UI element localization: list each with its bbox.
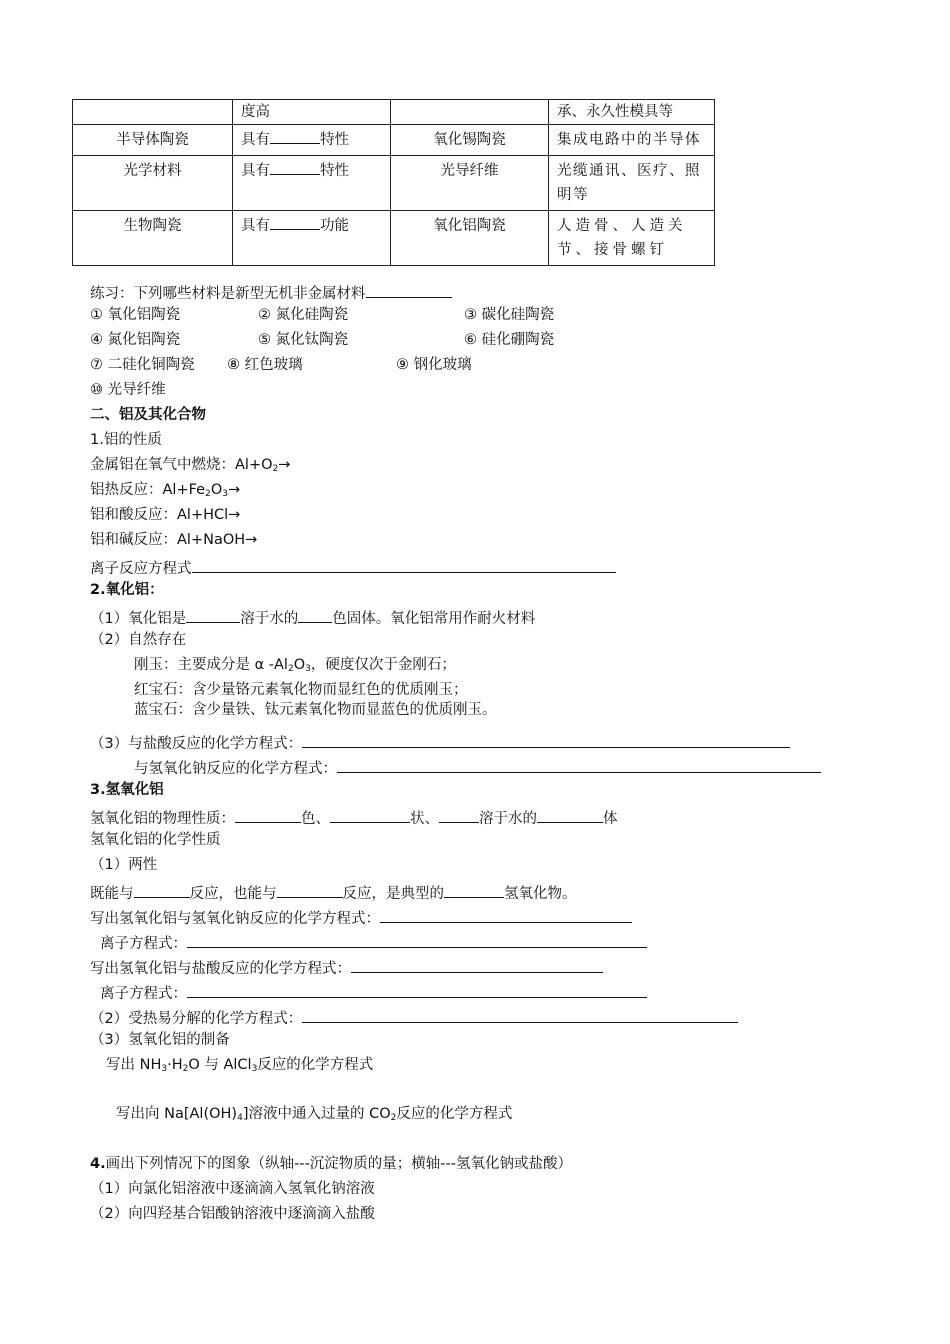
fill-blank[interactable] — [330, 808, 410, 823]
reaction-line: 铝和酸反应：Al+HCl→ — [90, 507, 241, 523]
equation-line: （2）受热易分解的化学方程式： — [90, 1008, 738, 1027]
example-cell: 氧化锡陶瓷 — [391, 125, 549, 156]
text-line: （1）氧化铝是 溶于水的 色固体。氧化铝常用作耐火材料 — [90, 608, 535, 627]
answer-blank[interactable] — [187, 933, 647, 948]
type-cell: 半导体陶瓷 — [73, 125, 233, 156]
text-line: （3）氢氧化铝的制备 — [90, 1032, 230, 1048]
equation-line: 离子方程式： — [100, 933, 647, 952]
section-heading: 3.氢氧化铝 — [90, 782, 164, 798]
option-item: ⑩ 光导纤维 — [90, 382, 166, 398]
answer-blank[interactable] — [302, 1008, 738, 1023]
equation-line: 与氢氧化钠反应的化学方程式： — [134, 758, 821, 777]
ionic-equation-line: 离子反应方程式 — [90, 558, 616, 577]
use-cell: 承、永久性模具等 — [549, 100, 715, 125]
fill-blank[interactable] — [537, 808, 603, 823]
fill-blank[interactable] — [270, 160, 320, 175]
answer-blank[interactable] — [192, 558, 616, 573]
equation-line: 写出氢氧化铝与氢氧化钠反应的化学方程式： — [90, 908, 632, 927]
text-line: 写出向 $Na[Al(OH)_4]$溶液中通入过量的 $CO_2$反应的化学方程式 — [116, 1106, 513, 1123]
reaction-line: 铝热反应：$Al+Fe_2O_3\to$ — [90, 482, 241, 499]
property-cell: 具有 特性 — [233, 156, 391, 211]
fill-blank[interactable] — [270, 215, 320, 230]
reaction-line: 金属铝在氧气中燃烧：$Al+O_2\to$ — [90, 457, 291, 474]
text-line: （2）自然存在 — [90, 632, 187, 648]
table-row — [73, 156, 715, 211]
text-line: 既能与 反应，也能与 反应，是典型的 氢氧化物。 — [90, 883, 577, 902]
equation-line: 写出氢氧化铝与盐酸反应的化学方程式： — [90, 958, 603, 977]
option-item: ⑥ 硅化硼陶瓷 — [464, 332, 555, 348]
answer-blank[interactable] — [302, 733, 790, 748]
use-cell: 集成电路中的半导体 — [549, 125, 715, 156]
fill-blank[interactable] — [439, 808, 479, 823]
options-row — [90, 358, 472, 373]
table-row — [73, 125, 715, 156]
reaction-line: 铝和碱反应：Al+NaOH→ — [90, 532, 258, 548]
text-line: （1）向氯化铝溶液中逐滴滴入氢氧化钠溶液 — [90, 1181, 375, 1197]
option-item: ③ 碳化硅陶瓷 — [464, 307, 555, 323]
option-item: ② 氮化硅陶瓷 — [258, 307, 349, 323]
type-cell: 光学材料 — [73, 156, 233, 211]
table-row — [73, 211, 715, 266]
exercise-question: 练习：下列哪些材料是新型无机非金属材料 — [90, 283, 452, 302]
table-row — [73, 100, 715, 125]
fill-blank[interactable] — [134, 883, 190, 898]
text-line: 写出 $NH_3\cdot H_2O$ 与 AlCl$_3$反应的化学方程式 — [106, 1057, 374, 1074]
section-heading: 4.画出下列情况下的图象（纵轴---沉淀物质的量；横轴---氢氧化钠或盐酸） — [90, 1156, 572, 1172]
fill-blank[interactable] — [277, 883, 343, 898]
section-heading: 二、铝及其化合物 — [90, 407, 206, 423]
text-line: 氢氧化铝的化学性质 — [90, 832, 221, 848]
option-item: ⑤ 氮化钛陶瓷 — [258, 332, 349, 348]
option-item: ⑦ 二硅化铜陶瓷 — [90, 357, 195, 373]
property-cell: 具有 特性 — [233, 125, 391, 156]
example-cell — [391, 100, 549, 125]
text-line: 氢氧化铝的物理性质： 色、 状、 溶于水的 体 — [90, 808, 618, 827]
type-cell — [73, 100, 233, 125]
text-line: 蓝宝石：含少量铁、钛元素氧化物而显蓝色的优质刚玉。 — [134, 702, 497, 718]
text-line: （1）两性 — [90, 857, 158, 873]
option-item: ① 氧化铝陶瓷 — [90, 307, 181, 323]
example-cell: 氧化铝陶瓷 — [391, 211, 549, 266]
answer-blank[interactable] — [351, 958, 603, 973]
equation-line: （3）与盐酸反应的化学方程式： — [90, 733, 790, 752]
use-cell: 人造骨、人造关节、接骨螺钉 — [549, 211, 715, 266]
section-heading: 2.氧化铝： — [90, 582, 164, 598]
fill-blank[interactable] — [235, 808, 301, 823]
fill-blank[interactable] — [270, 129, 320, 144]
option-item: ⑧ 红色玻璃 — [227, 357, 303, 373]
text-line: 刚玉：主要成分是 α $-Al_2O_3$，硬度仅次于金刚石； — [134, 657, 456, 674]
options-row — [90, 333, 554, 348]
answer-blank[interactable] — [187, 983, 647, 998]
text-line: （2）向四羟基合铝酸钠溶液中逐滴滴入盐酸 — [90, 1206, 375, 1222]
answer-blank[interactable] — [380, 908, 632, 923]
property-cell: 具有 功能 — [233, 211, 391, 266]
fill-blank[interactable] — [444, 883, 504, 898]
option-item: ⑨ 钢化玻璃 — [396, 357, 472, 373]
option-item: ④ 氮化铝陶瓷 — [90, 332, 181, 348]
use-cell: 光缆通讯、医疗、照明等 — [549, 156, 715, 211]
fill-blank[interactable] — [298, 608, 332, 623]
property-cell: 度高 — [233, 100, 391, 125]
fill-blank[interactable] — [186, 608, 240, 623]
example-cell: 光导纤维 — [391, 156, 549, 211]
text-line: 红宝石：含少量铬元素氧化物而显红色的优质刚玉； — [134, 682, 468, 698]
options-row — [90, 308, 554, 323]
answer-blank[interactable] — [337, 758, 821, 773]
subsection-title: 1.铝的性质 — [90, 432, 162, 448]
type-cell: 生物陶瓷 — [73, 211, 233, 266]
answer-blank[interactable] — [366, 283, 452, 298]
materials-table — [72, 99, 715, 266]
equation-line: 离子方程式： — [100, 983, 647, 1002]
